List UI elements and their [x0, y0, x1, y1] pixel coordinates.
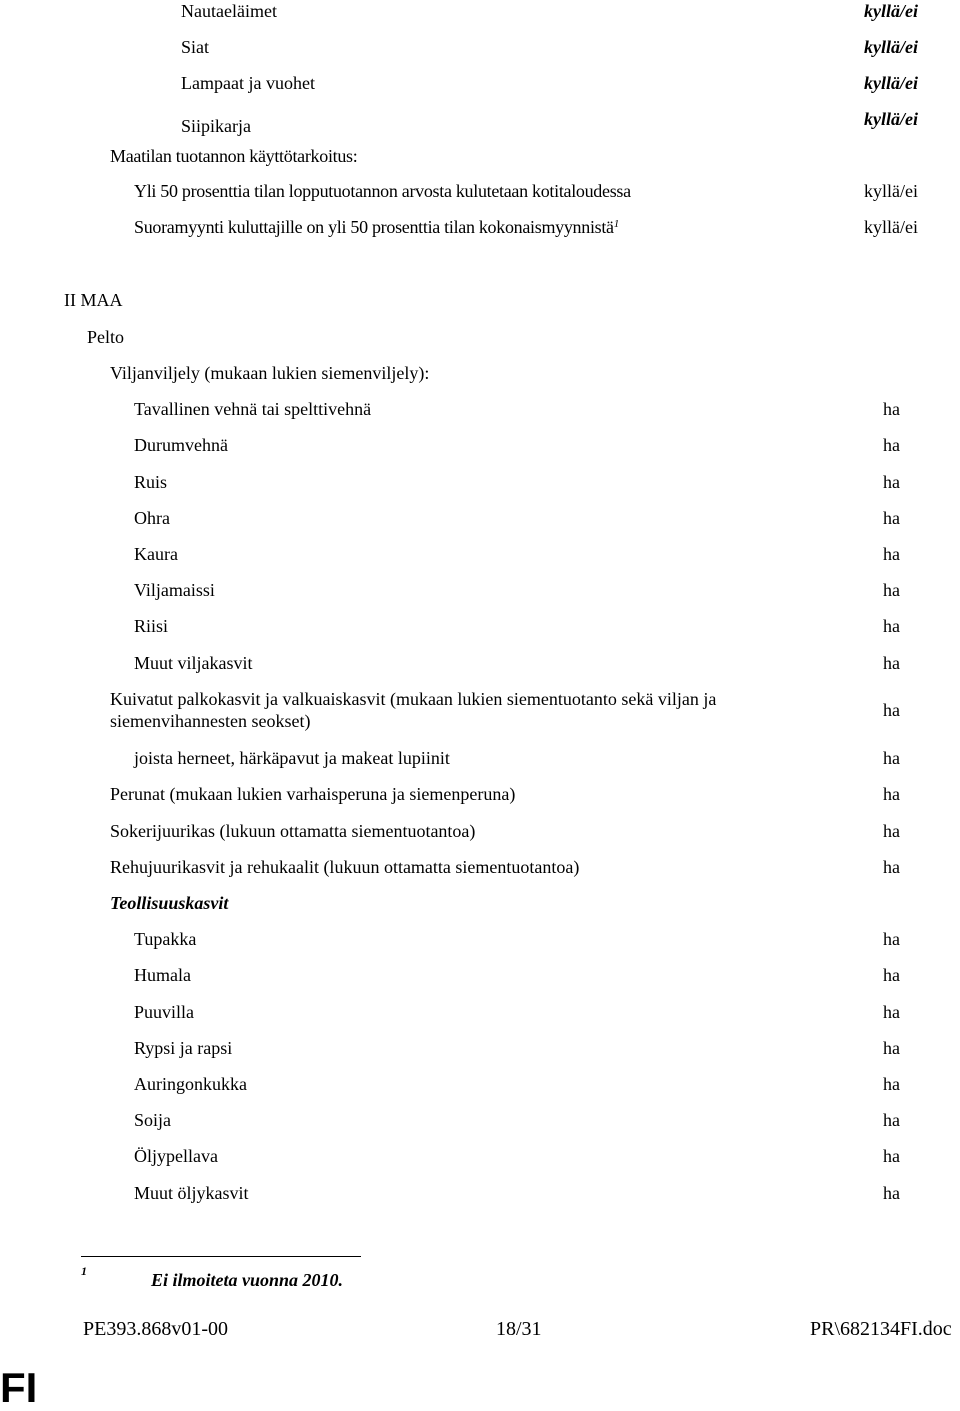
- unit-label: ha: [883, 784, 900, 804]
- livestock-answer: kyllä/ei: [864, 1, 918, 21]
- livestock-label: Nautaeläimet: [181, 1, 277, 21]
- unit-label: ha: [883, 700, 900, 720]
- livestock-answer: kyllä/ei: [864, 109, 918, 129]
- unit-label: ha: [883, 965, 900, 985]
- livestock-answer: kyllä/ei: [864, 37, 918, 57]
- cereal-item: Riisi: [134, 616, 169, 636]
- industrial-item: Tupakka: [134, 929, 197, 949]
- fodder-label: Rehujuurikasvit ja rehukaalit (lukuun ottamatta siementuotantoa): [110, 857, 580, 877]
- unit-label: ha: [883, 821, 900, 841]
- potatoes-label: Perunat (mukaan lukien varhaisperuna ja siemenperuna): [110, 784, 516, 804]
- livestock-label: Siat: [181, 37, 210, 57]
- sugar-beet-label: Sokerijuurikas (lukuun ottamatta siementuotantoa): [110, 821, 476, 841]
- industrial-item: Öljypellava: [134, 1146, 218, 1166]
- cereal-item: Viljamaissi: [134, 580, 215, 600]
- cereal-item: Ohra: [134, 508, 170, 528]
- usage-item-answer: kyllä/ei: [864, 217, 918, 237]
- cereal-item: Tavallinen vehnä tai spelttivehnä: [134, 399, 372, 419]
- cereals-heading: Viljanviljely (mukaan lukien siemenviljely):: [110, 363, 430, 383]
- cereal-item: Kaura: [134, 544, 178, 564]
- section-title: II MAA: [64, 290, 123, 310]
- livestock-answer: kyllä/ei: [864, 73, 918, 93]
- industrial-item: Rypsi ja rapsi: [134, 1038, 233, 1058]
- footnote-ref: 1: [613, 218, 619, 230]
- pulses-sub-label: joista herneet, härkäpavut ja makeat lupiinit: [134, 748, 450, 768]
- footer-doc-id: PE393.868v01-00: [83, 1318, 228, 1340]
- cereal-item: Ruis: [134, 472, 168, 492]
- footer-file-name: PR\682134FI.doc: [810, 1318, 952, 1340]
- industrial-item: Auringonkukka: [134, 1074, 247, 1094]
- unit-label: ha: [883, 1002, 900, 1022]
- unit-label: ha: [883, 1038, 900, 1058]
- footnote-rule: [81, 1256, 361, 1257]
- unit-label: ha: [883, 580, 900, 600]
- livestock-label: Lampaat ja vuohet: [181, 73, 315, 93]
- unit-label: ha: [883, 1183, 900, 1203]
- unit-label: ha: [883, 616, 900, 636]
- unit-label: ha: [883, 399, 900, 419]
- unit-label: ha: [883, 653, 900, 673]
- unit-label: ha: [883, 1110, 900, 1130]
- unit-label: ha: [883, 857, 900, 877]
- industrial-item: Puuvilla: [134, 1002, 195, 1022]
- usage-item-text: Suoramyynti kuluttajille on yli 50 prosenttia tilan kokonaismyynnistä: [134, 217, 614, 237]
- industrial-item: Humala: [134, 965, 191, 985]
- unit-label: ha: [883, 544, 900, 564]
- pulses-label: Kuivatut palkokasvit ja valkuaiskasvit (mukaan lukien siementuotanto sekä viljan ja siemenvihannesten seokset): [110, 689, 717, 731]
- language-code: FI: [0, 1364, 38, 1411]
- usage-item-label: [134, 216, 619, 238]
- cereal-item: Durumvehnä: [134, 435, 228, 455]
- footnote-text: Ei ilmoiteta vuonna 2010.: [151, 1270, 344, 1290]
- footer-page-number: 18/31: [496, 1318, 542, 1340]
- unit-label: ha: [883, 472, 900, 492]
- unit-label: ha: [883, 929, 900, 949]
- footnote-number: 1: [81, 1264, 87, 1278]
- unit-label: ha: [883, 1146, 900, 1166]
- unit-label: ha: [883, 748, 900, 768]
- section-subtitle: Pelto: [87, 327, 125, 347]
- livestock-label: Siipikarja: [181, 116, 251, 136]
- industrial-item: Muut öljykasvit: [134, 1183, 249, 1203]
- unit-label: ha: [883, 1074, 900, 1094]
- industrial-heading: Teollisuuskasvit: [110, 893, 229, 913]
- cereal-item: Muut viljakasvit: [134, 653, 253, 673]
- industrial-item: Soija: [134, 1110, 172, 1130]
- unit-label: ha: [883, 508, 900, 528]
- usage-item-answer: kyllä/ei: [864, 181, 918, 201]
- usage-heading: Maatilan tuotannon käyttötarkoitus:: [110, 146, 358, 166]
- unit-label: ha: [883, 435, 900, 455]
- usage-item-label: Yli 50 prosenttia tilan lopputuotannon arvosta kulutetaan kotitaloudessa: [134, 181, 631, 201]
